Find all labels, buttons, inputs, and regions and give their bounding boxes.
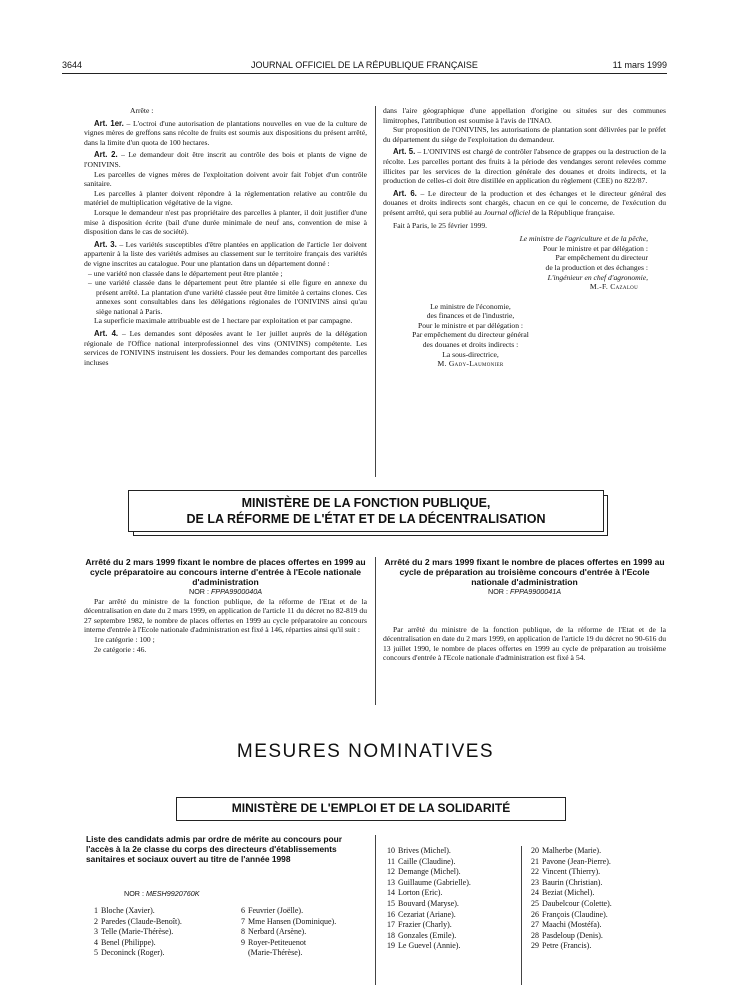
candidate-row	[383, 857, 471, 868]
signature-block-1	[383, 234, 666, 292]
candidate-rank: 13	[387, 877, 395, 887]
candidate-rank: 3	[94, 927, 98, 937]
candidate-row	[233, 917, 336, 928]
notice-left-body: Par arrêté du ministre de la fonction publique, de la réforme de l'Etat et de la décentralisation en date du 2 mars 1999, en application de l'article 11 du décret no 82-819 du 27 septembre 1982, le nombre de places offertes en 1999 au cycle préparatoire au concours interne d'entrée à l'Ecole nationale d'administration est fixé à 146, réparties ainsi qu'il suit :	[84, 596, 367, 635]
candidate-row	[383, 888, 471, 899]
candidate-rank: 24	[531, 888, 539, 898]
candidate-row	[383, 910, 471, 921]
candidate-name: Baurin (Christian).	[542, 877, 603, 887]
article-3-bullet-1: – une variété non classée dans le département peut être plantée ;	[88, 268, 283, 278]
candidate-rank: 2	[94, 916, 98, 926]
candidate-rank: 11	[387, 856, 395, 866]
ministry-heading-line-1: MINISTÈRE DE LA FONCTION PUBLIQUE,	[241, 496, 491, 510]
candidates-column-2	[233, 906, 336, 959]
candidate-row	[527, 857, 612, 868]
article-5: Art. 5. – L'ONIVINS est chargé de contrôler l'absence de grappes ou la destruction de la récolte. Les parcelles portant des fruits à la période des vendanges seront relevées comme illicites par les services de la direction générale des douanes et droits indirects, et la production de celles-ci doit être distillée en application du règlement (CEE) no 822/87.	[383, 147, 666, 186]
candidate-name: Caille (Claudine).	[398, 856, 456, 866]
candidate-row	[527, 867, 612, 878]
candidates-column-4	[527, 846, 612, 952]
candidate-name: Royer-Petiteuenot	[248, 937, 307, 947]
candidate-row	[527, 941, 612, 952]
candidate-rank: 6	[241, 906, 245, 915]
column-divider-middle	[375, 557, 376, 705]
candidate-row	[527, 846, 612, 857]
candidates-column-1	[86, 906, 182, 959]
candidate-row	[233, 938, 336, 949]
candidate-rank: 7	[241, 916, 245, 926]
candidate-name: Guillaume (Gabrielle).	[398, 877, 471, 887]
signature-block-2	[383, 302, 558, 369]
candidate-row	[527, 910, 612, 921]
candidate-name: Le Guevel (Annie).	[398, 941, 461, 951]
candidate-rank: 28	[531, 930, 539, 940]
section-heading-mesures-nominatives: MESURES NOMINATIVES	[236, 741, 495, 762]
candidate-rank: 14	[387, 888, 395, 898]
candidates-list-nor: NOR : MESH9920760K	[124, 889, 200, 898]
ministry-heading-line-2: DE LA RÉFORME DE L'ÉTAT ET DE LA DÉCENTRALISATION	[186, 512, 546, 526]
candidate-row	[527, 899, 612, 910]
candidate-name: Gonzales (Emile).	[398, 930, 457, 940]
candidate-name: Bouvard (Maryse).	[398, 898, 459, 908]
candidate-row	[527, 878, 612, 889]
candidate-row	[383, 867, 471, 878]
candidate-name: Cezariat (Ariane).	[398, 909, 456, 919]
candidate-rank: 27	[531, 920, 539, 930]
candidate-rank: 26	[531, 909, 539, 919]
candidate-rank: 19	[387, 941, 395, 951]
page-header	[62, 60, 667, 74]
candidate-name: Benel (Philippe).	[101, 937, 156, 947]
issue-date: 11 mars 1999	[612, 60, 667, 70]
fait-a-paris: Fait à Paris, le 25 février 1999.	[393, 220, 488, 230]
candidate-rank: 5	[94, 948, 98, 958]
candidate-name: Telle (Marie-Thérèse).	[101, 927, 174, 937]
candidate-name: François (Claudine).	[542, 909, 608, 919]
candidate-row	[383, 846, 471, 857]
notice-right-title: Arrêté du 2 mars 1999 fixant le nombre de places offertes en 1999 au cycle de préparation au troisième concours d'entrée à l'Ecole nationale d'administration	[384, 557, 665, 587]
candidate-row	[383, 878, 471, 889]
sig1-line-2: Pour le ministre et par délégation :	[542, 243, 648, 253]
candidate-rank: 20	[531, 846, 539, 855]
article-2-para-4: Lorsque le demandeur n'est pas propriétaire des parcelles à planter, il doit justifier d'une mise à disposition écrite (bail d'une durée minimale de neuf ans, convention de mise à disposition dans le cas de société).	[84, 207, 367, 237]
candidate-name: Lorton (Eric).	[398, 888, 443, 898]
candidate-name: (Marie-Thérèse).	[248, 948, 303, 958]
article-3: Art. 3. – Les variétés susceptibles d'être plantées en application de l'article 1er doivent appartenir à la liste des variétés admises au classement sur le territoire français des variétés de vigne inscrites au catalogue. Pour une plantation dans un département donné :	[84, 239, 367, 268]
candidate-name: Pavone (Jean-Pierre).	[542, 856, 611, 866]
candidate-row	[86, 927, 182, 938]
column-divider-names	[521, 846, 522, 985]
header-rule	[62, 73, 667, 74]
candidate-rank: 21	[531, 856, 539, 866]
article-2-para-2: Les parcelles de vignes mères de l'exploitation doivent avoir fait l'objet d'un contrôle sanitaire.	[84, 169, 367, 189]
candidate-name: Beziat (Michel).	[542, 888, 595, 898]
article-4-continued: dans l'aire géographique d'une appellation d'origine ou situées sur des communes limitrophes, l'attribution est soumise à l'avis de l'INAO.	[383, 106, 666, 125]
candidate-name: Petre (Francis).	[542, 941, 592, 951]
candidate-rank: 10	[387, 846, 395, 855]
article-3-bullet-2: – une variété classée dans le département peut être plantée si elle figure en annexe du présent arrêté. La plantation d'une variété classée peut être limitée à certains clones. Ces annexes sont consultables dans les délégations régionales de l'ONIVINS ainsi qu'au siège national à Paris.	[88, 278, 367, 316]
article-3-para-2: La superficie maximale attribuable est de 1 hectare par exploitation et par campagne.	[94, 316, 353, 326]
notice-right-nor: NOR : FPPA9900041A	[488, 587, 561, 596]
candidate-row	[527, 931, 612, 942]
sig2-title: Le ministre de l'économie,	[430, 301, 511, 311]
notice-ena-troisieme	[383, 557, 666, 663]
candidate-rank: 23	[531, 877, 539, 887]
notice-ena-interne	[84, 557, 367, 654]
sig1-line-5: L'ingénieur en chef d'agronomie,	[547, 272, 648, 282]
arrete-label: Arrête :	[130, 106, 154, 115]
candidate-name: Demange (Michel).	[398, 867, 461, 877]
candidate-name: Nerbard (Arsène).	[248, 927, 307, 937]
candidates-column-3	[383, 846, 471, 952]
candidate-rank: 9	[241, 937, 245, 947]
candidate-rank: 1	[94, 906, 98, 915]
sig2-line-4: Par empêchement du directeur général	[412, 330, 529, 340]
candidate-row	[383, 941, 471, 952]
candidate-rank: 16	[387, 909, 395, 919]
notice-left-cat-2: 2e catégorie : 46.	[94, 644, 147, 654]
sig1-line-3: Par empêchement du directeur	[555, 253, 648, 263]
column-divider-top	[375, 106, 376, 477]
candidate-row	[233, 948, 336, 959]
candidate-rank: 4	[94, 937, 98, 947]
ministry-heading-emploi: MINISTÈRE DE L'EMPLOI ET DE LA SOLIDARITÉ	[176, 797, 566, 821]
candidate-row	[527, 888, 612, 899]
sig2-name: M. Gady-Laumonier	[437, 359, 504, 369]
candidate-rank: 15	[387, 898, 395, 908]
candidate-row	[86, 917, 182, 928]
decree-column-right	[383, 106, 666, 369]
candidate-row	[527, 920, 612, 931]
sig2-line-6: La sous-directrice,	[442, 349, 499, 359]
candidate-name: Brives (Michel).	[398, 846, 451, 855]
candidate-name: Daubelcour (Colette).	[542, 898, 612, 908]
sig2-line-3: Pour le ministre et par délégation :	[417, 320, 524, 330]
sig2-line-2: des finances et de l'industrie,	[426, 311, 515, 321]
notice-left-title: Arrêté du 2 mars 1999 fixant le nombre de places offertes en 1999 au cycle préparatoire au concours interne d'entrée à l'Ecole nationale d'administration	[85, 557, 366, 587]
ministry-heading-fonction-publique	[128, 490, 604, 532]
candidate-name: Malherbe (Marie).	[542, 846, 602, 855]
decree-column-left	[84, 106, 367, 367]
page-number: 3644	[62, 60, 83, 70]
candidate-name: Deconinck (Roger).	[101, 948, 165, 958]
notice-right-body: Par arrêté du ministre de la fonction publique, de la réforme de l'Etat et de la décentralisation en date du 2 mars 1999, en application de l'article 19 du décret no 90-616 du 13 juillet 1990, le nombre de places offertes en 1999 au cycle de préparation au troisième concours d'entrée à l'Ecole nationale d'administration est fixé à 54.	[383, 624, 666, 663]
candidate-rank: 18	[387, 930, 395, 940]
candidate-name: Paredes (Claude-Benoît).	[101, 916, 182, 926]
candidate-rank: 22	[531, 867, 539, 877]
journal-title: JOURNAL OFFICIEL DE LA RÉPUBLIQUE FRANÇAISE	[251, 60, 478, 70]
candidate-row	[383, 931, 471, 942]
candidate-row	[383, 920, 471, 931]
sig1-line-4: de la production et des échanges :	[545, 262, 648, 272]
candidate-name: Bloche (Xavier).	[101, 906, 155, 915]
candidate-row	[86, 906, 182, 917]
candidate-row	[383, 899, 471, 910]
notice-left-cat-1: 1re catégorie : 100 ;	[94, 634, 155, 644]
candidate-rank: 29	[531, 941, 539, 951]
article-6: Art. 6. – Le directeur de la production et des échanges et le directeur général des douanes et droits indirects sont chargés, chacun en ce qui le concerne, de l'exécution du présent arrêté, qui sera publié au Journal officiel de la République française.	[383, 188, 666, 217]
notice-left-nor: NOR : FPPA9900040A	[189, 587, 262, 596]
candidate-name: Pasdeloup (Denis).	[542, 930, 603, 940]
sig1-title: Le ministre de l'agriculture et de la pêche,	[519, 234, 648, 244]
candidates-list-title: Liste des candidats admis par ordre de mérite au concours pour l'accès à la 2e classe du corps des directeurs d'établissements sanitaires et sociaux ouvert au titre de l'année 1998	[86, 834, 342, 864]
candidate-rank: 8	[241, 927, 245, 937]
candidate-name: Feuvrier (Joëlle).	[248, 906, 304, 915]
candidate-row	[233, 927, 336, 938]
article-4-para-2: Sur proposition de l'ONIVINS, les autorisations de plantation sont délivrées par le préfet du département du siège de l'exploitation du demandeur.	[383, 125, 666, 144]
candidate-row	[233, 906, 336, 917]
candidate-rank: 12	[387, 867, 395, 877]
candidate-row	[86, 938, 182, 949]
article-2-para-3: Les parcelles à planter doivent répondre à la réglementation relative au contrôle du matériel de multiplication végétative de la vigne.	[84, 188, 367, 208]
article-2: Art. 2. – Le demandeur doit être inscrit au contrôle des bois et plants de vigne de l'ONIVINS.	[84, 150, 367, 169]
candidate-name: Vincent (Thierry).	[542, 867, 601, 877]
candidate-name: Maachi (Mostéfa).	[542, 920, 602, 930]
article-4: Art. 4. – Les demandes sont déposées avant le 1er juillet auprès de la délégation régionale de l'Office national interprofessionnel des vins (ONIVINS) compétente. Les services de l'ONIVINS instruisent les dossiers. Pour les demandes comportant des parcelles incluses	[84, 329, 367, 367]
candidate-rank: 17	[387, 920, 395, 930]
candidate-name: Frazier (Charly).	[398, 920, 452, 930]
candidate-rank: 25	[531, 898, 539, 908]
sig2-line-5: des douanes et droits indirects :	[422, 340, 519, 350]
candidate-row	[86, 948, 182, 959]
article-1: Art. 1er. – L'octroi d'une autorisation de plantations nouvelles en vue de la culture de vignes mères de greffons sans récolte de fruits est soumis aux dispositions du présent arrêté, dans la limite d'un quota de 100 hectares.	[84, 118, 367, 147]
candidate-name: Mme Hansen (Dominique).	[248, 916, 337, 926]
column-divider-bottom	[375, 835, 376, 985]
sig1-name: M.-F. Cazalou	[589, 282, 638, 292]
